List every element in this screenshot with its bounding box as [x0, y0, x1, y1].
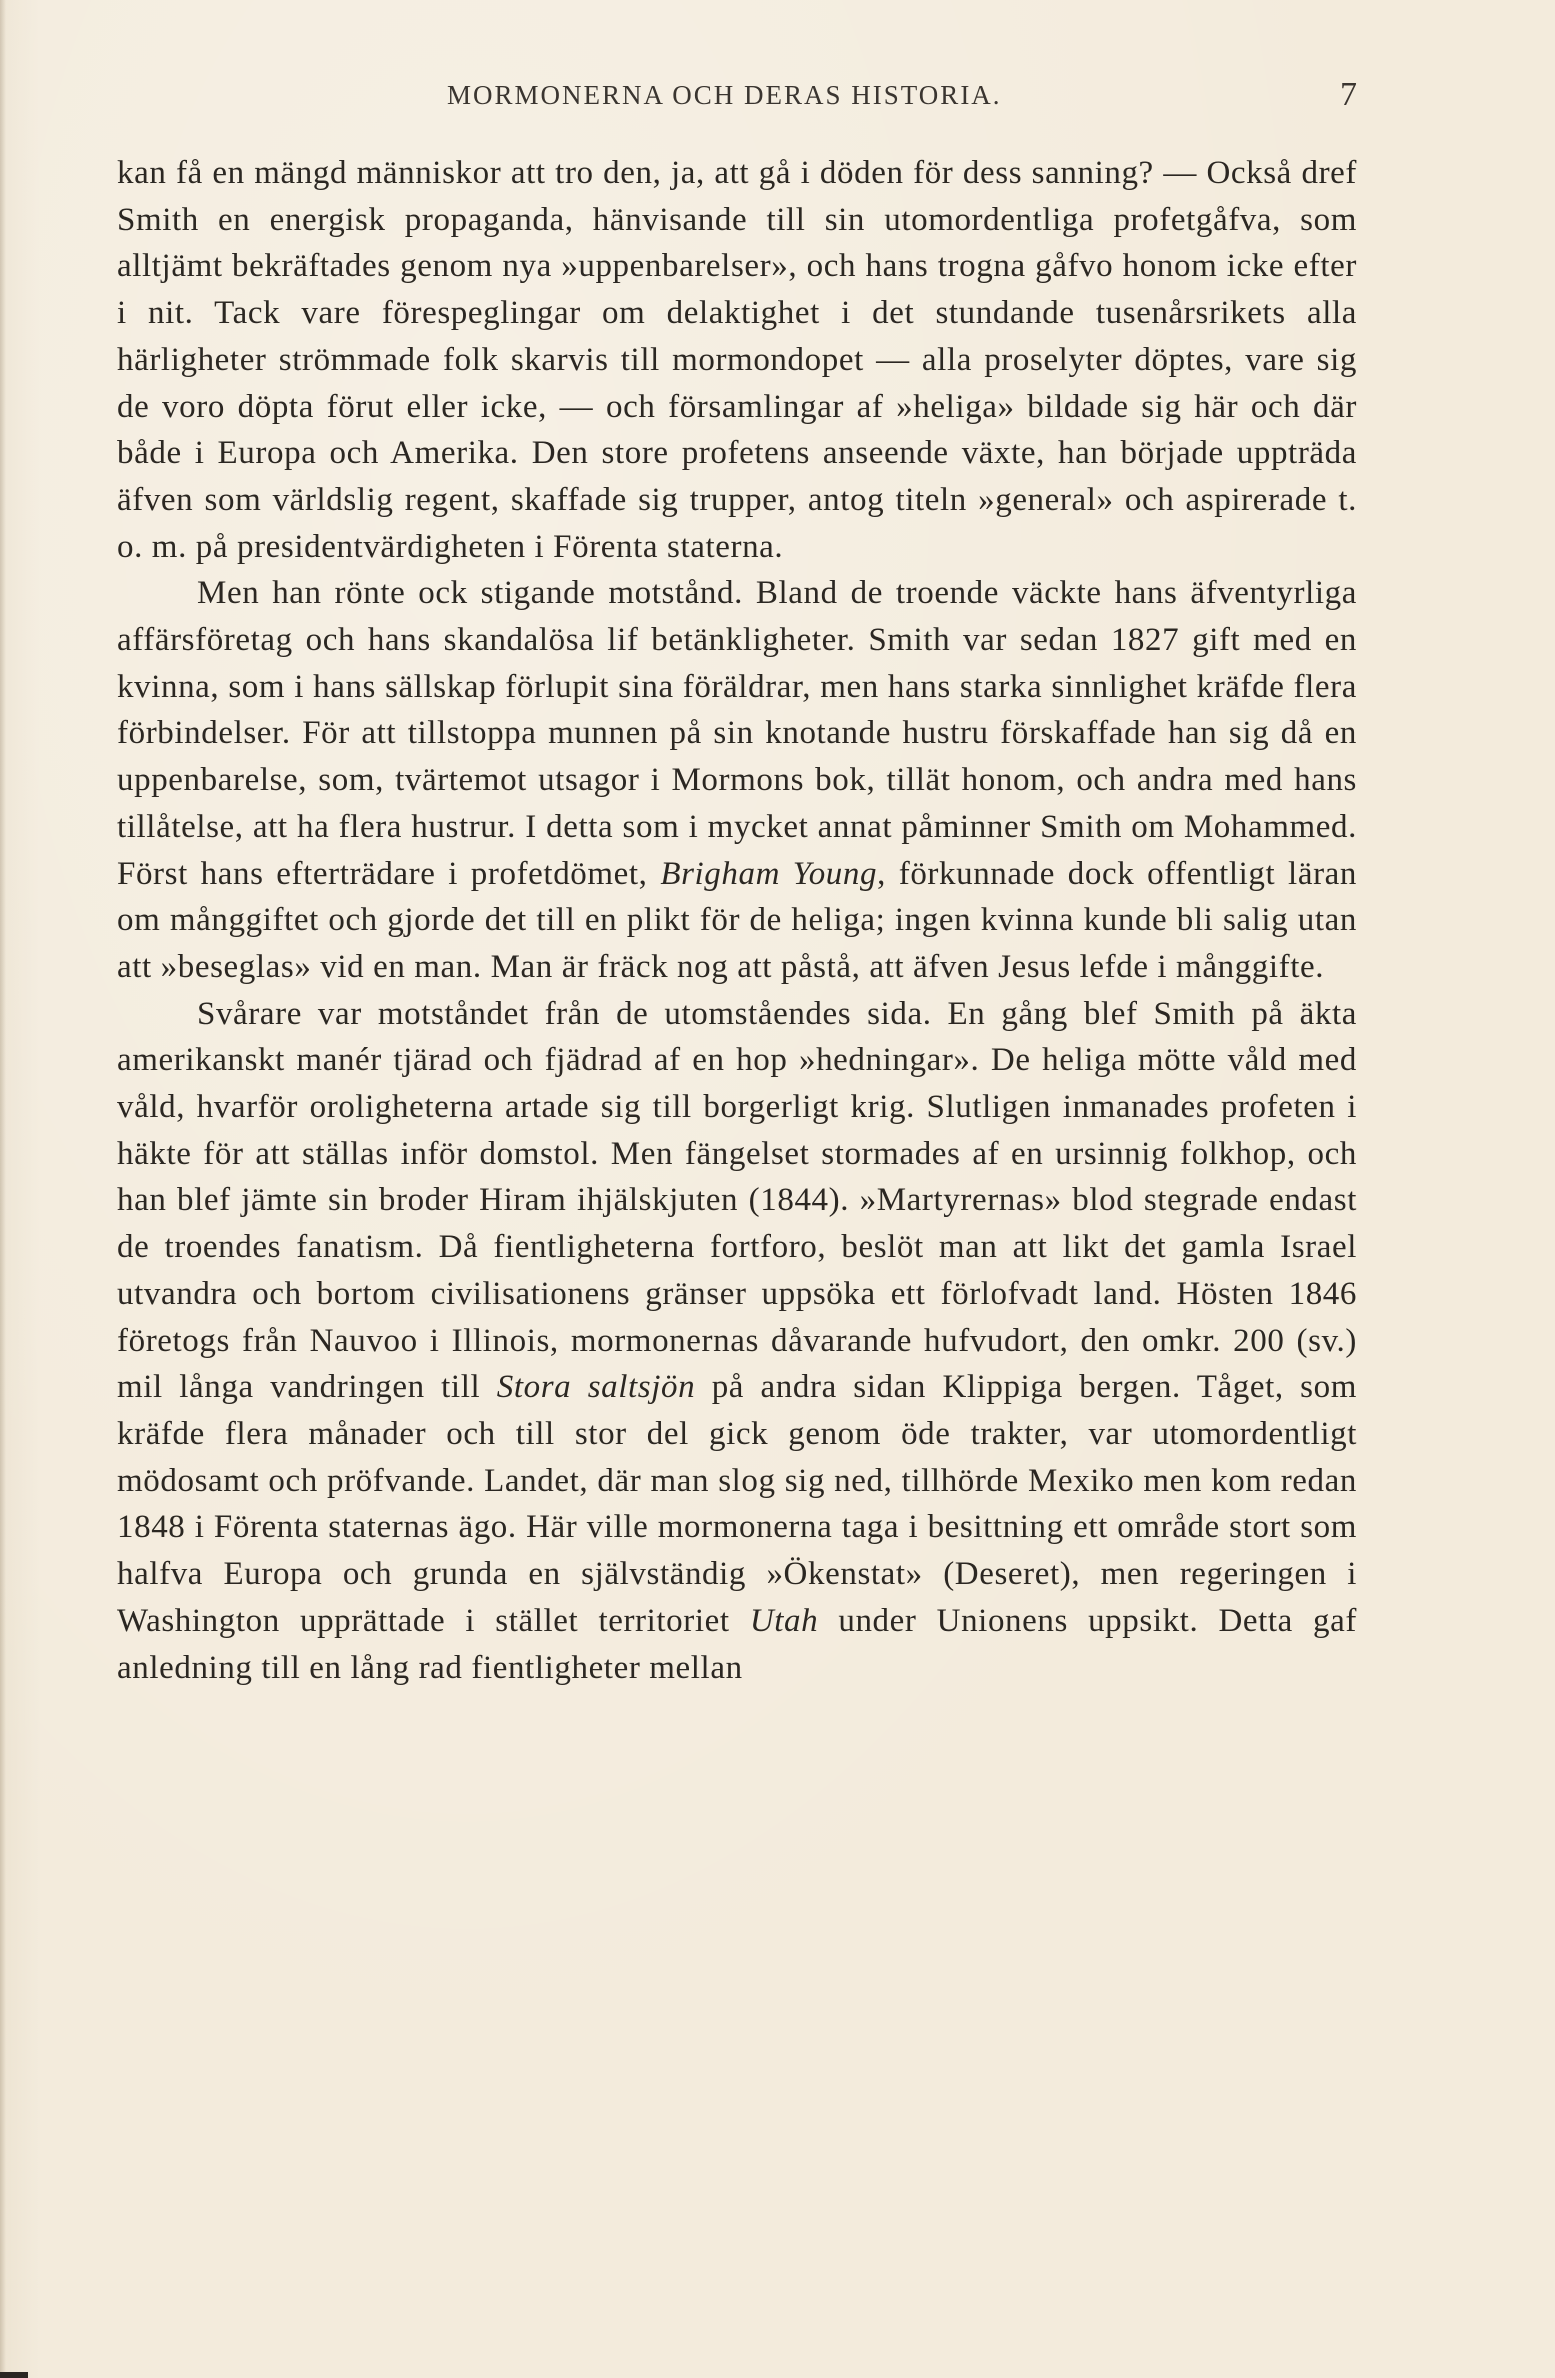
- body-text: [117, 150, 1357, 1691]
- page-edge-mark: [0, 2372, 28, 2378]
- paragraph-1-text: kan få en mängd människor att tro den, ja, att gå i döden för dess sanning? — Också dref Smith en energisk propaganda, hänvisande till sin utomordentliga profetgåfva, som alltjämt bekräftades genom nya »uppenbarelser», och hans trogna gåfvo honom icke efter i nit. Tack vare förespeglingar om delaktighet i det stundande tusenårsrikets alla härligheter strömmade folk skarvis till mormondopet — alla proselyter döptes, vare sig de voro döpta förut eller icke, — och församlingar af »heliga» bildade sig här och där både i Europa och Amerika. Den store profetens anseende växte, han började uppträda äfven som världslig regent, skaffade sig trupper, antog titeln »general» och aspirerade t. o. m. på presidentvärdigheten i Förenta staterna.: [117, 155, 1357, 565]
- place-utah: Utah: [749, 1602, 819, 1639]
- paragraph-2: [117, 570, 1357, 990]
- place-stora-saltsjon: Stora saltsjön: [496, 1369, 696, 1406]
- page-gutter-shadow: [0, 0, 6, 2378]
- paragraph-3-text-a: Svårare var motståndet från de utomståendes sida. En gång blef Smith på äkta amerikanskt manér tjärad och fjädrad af en hop »hedningar». De heliga mötte våld med våld, hvarför oroligheterna artade sig till borgerligt krig. Slutligen inmanades profeten i häkte för att ställas inför domstol. Men fängelset stormades af en ursinnig folkhop, och han blef jämte sin broder Hiram ihjälskjuten (1844). »Martyrernas» blod stegrade endast de troendes fanatism. Då fientligheterna fortforo, beslöt man att likt det gamla Israel utvandra och bortom civilisationens gränser uppsöka ett förlofvadt land. Hösten 1846 företogs från Nauvoo i Illinois, mormonernas dåvarande hufvudort, den omkr. 200 (sv.) mil långa vandringen till: [117, 995, 1357, 1406]
- paragraph-3-text-b: på andra sidan Klippiga bergen. Tåget, som kräfde flera månader och till stor del gick genom öde trakter, var utomordentligt mödosamt och pröfvande. Landet, där man slog sig ned, tillhörde Mexiko men kom redan 1848 i Förenta staternas ägo. Här ville mormonerna taga i besittning ett område stort som halfva Europa och grunda en självständig »Ökenstat» (Deseret), men regeringen i Washington upprättade i stället territoriet: [117, 1369, 1357, 1639]
- name-brigham-young: Brigham Young: [660, 855, 878, 892]
- paragraph-3: [117, 991, 1357, 1692]
- page-header: [117, 76, 1357, 120]
- page-number: 7: [1340, 76, 1357, 113]
- paragraph-2-text-a: Men han rönte ock stigande motstånd. Bland de troende väckte hans äfventyrliga affärsföretag och hans skandalösa lif betänkligheter. Smith var sedan 1827 gift med en kvinna, som i hans sällskap förlupit sina föräldrar, men hans starka sinnlighet kräfde flera förbindelser. För att tillstoppa munnen på sin knotande hustru förskaffade han sig då en uppenbarelse, som, tvärtemot utsagor i Mormons bok, tillät honom, och andra med hans tillåtelse, att ha flera hustrur. I detta som i mycket annat påminner Smith om Mohammed. Först hans efterträdare i profetdömet,: [117, 575, 1357, 892]
- paragraph-1: [117, 150, 1357, 570]
- paragraph-3-text-c: under Unionens uppsikt. Detta gaf anledning till en lång rad fientligheter mellan: [117, 1602, 1357, 1686]
- paragraph-2-text-b: , förkunnade dock offentligt läran om månggiftet och gjorde det till en plikt för de heliga; ingen kvinna kunde bli salig utan att »beseglas» vid en man. Man är fräck nog att påstå, att äfven Jesus lefde i månggifte.: [117, 855, 1358, 985]
- running-title: MORMONERNA OCH DERAS HISTORIA.: [447, 80, 1002, 110]
